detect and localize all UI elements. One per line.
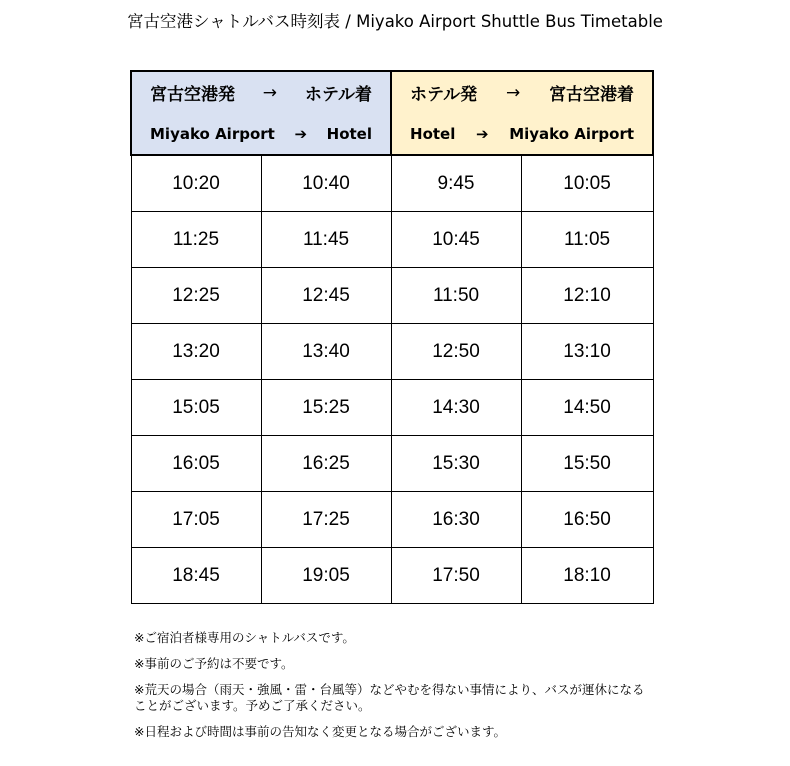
timetable-header-row — [131, 71, 653, 155]
table-row — [131, 548, 653, 604]
table-row — [131, 212, 653, 268]
table-row — [131, 324, 653, 380]
arrow-right-icon: → — [505, 82, 521, 103]
arrival-airport-time: 14:50 — [521, 380, 653, 436]
table-row — [131, 492, 653, 548]
arrival-airport-time: 12:10 — [521, 268, 653, 324]
arrival-hotel-time: 16:25 — [261, 436, 391, 492]
header-right-from-en: Hotel — [410, 124, 456, 143]
header-left-to-en: Hotel — [326, 124, 373, 143]
table-row — [131, 436, 653, 492]
table-row — [131, 155, 653, 212]
departure-hotel-time: 16:30 — [391, 492, 521, 548]
departure-airport-time: 18:45 — [131, 548, 261, 604]
table-row — [131, 268, 653, 324]
note-guests-only: ※ご宿泊者様専用のシャトルバスです。 — [134, 630, 355, 645]
notes-section — [134, 630, 654, 750]
departure-hotel-time: 12:50 — [391, 324, 521, 380]
departure-airport-time: 12:25 — [131, 268, 261, 324]
departure-airport-time: 17:05 — [131, 492, 261, 548]
timetable — [130, 70, 654, 604]
departure-airport-time: 13:20 — [131, 324, 261, 380]
table-row — [131, 380, 653, 436]
departure-hotel-time: 9:45 — [391, 155, 521, 212]
header-right-from-jp: ホテル発 — [410, 85, 478, 105]
departure-hotel-time: 11:50 — [391, 268, 521, 324]
arrival-hotel-time: 17:25 — [261, 492, 391, 548]
note-weather-cancellation: ※荒天の場合（雨天・強風・雷・台風等）などやむを得ない事情により、バスが運休になることがございます。予めご了承ください。 — [134, 682, 645, 713]
arrival-hotel-time: 13:40 — [261, 324, 391, 380]
arrow-right-icon: ➔ — [294, 124, 308, 143]
departure-hotel-time: 14:30 — [391, 380, 521, 436]
arrival-hotel-time: 11:45 — [261, 212, 391, 268]
arrival-hotel-time: 12:45 — [261, 268, 391, 324]
header-right-to-en: Miyako Airport — [509, 124, 635, 143]
arrival-airport-time: 11:05 — [521, 212, 653, 268]
header-left-from-en: Miyako Airport — [150, 124, 275, 143]
arrival-airport-time: 10:05 — [521, 155, 653, 212]
arrow-right-icon: → — [262, 82, 278, 103]
header-left-to-jp: ホテル着 — [304, 85, 372, 105]
arrival-hotel-time: 15:25 — [261, 380, 391, 436]
departure-airport-time: 16:05 — [131, 436, 261, 492]
departure-airport-time: 10:20 — [131, 155, 261, 212]
departure-airport-time: 11:25 — [131, 212, 261, 268]
note-no-reservation: ※事前のご予約は不要です。 — [134, 656, 294, 671]
header-left-from-jp: 宮古空港発 — [150, 85, 235, 105]
arrow-right-icon: ➔ — [476, 124, 489, 143]
arrival-airport-time: 13:10 — [521, 324, 653, 380]
arrival-airport-time: 15:50 — [521, 436, 653, 492]
departure-airport-time: 15:05 — [131, 380, 261, 436]
page-title: 宮古空港シャトルバス時刻表 / Miyako Airport Shuttle Bus Timetable — [127, 12, 663, 31]
arrival-hotel-time: 19:05 — [261, 548, 391, 604]
departure-hotel-time: 10:45 — [391, 212, 521, 268]
arrival-airport-time: 18:10 — [521, 548, 653, 604]
arrival-hotel-time: 10:40 — [261, 155, 391, 212]
header-right-to-jp: 宮古空港着 — [549, 85, 635, 105]
header-airport-to-hotel — [131, 71, 391, 155]
departure-hotel-time: 17:50 — [391, 548, 521, 604]
note-schedule-change: ※日程および時間は事前の告知なく変更となる場合がございます。 — [134, 724, 506, 739]
arrival-airport-time: 16:50 — [521, 492, 653, 548]
departure-hotel-time: 15:30 — [391, 436, 521, 492]
header-hotel-to-airport — [391, 71, 653, 155]
